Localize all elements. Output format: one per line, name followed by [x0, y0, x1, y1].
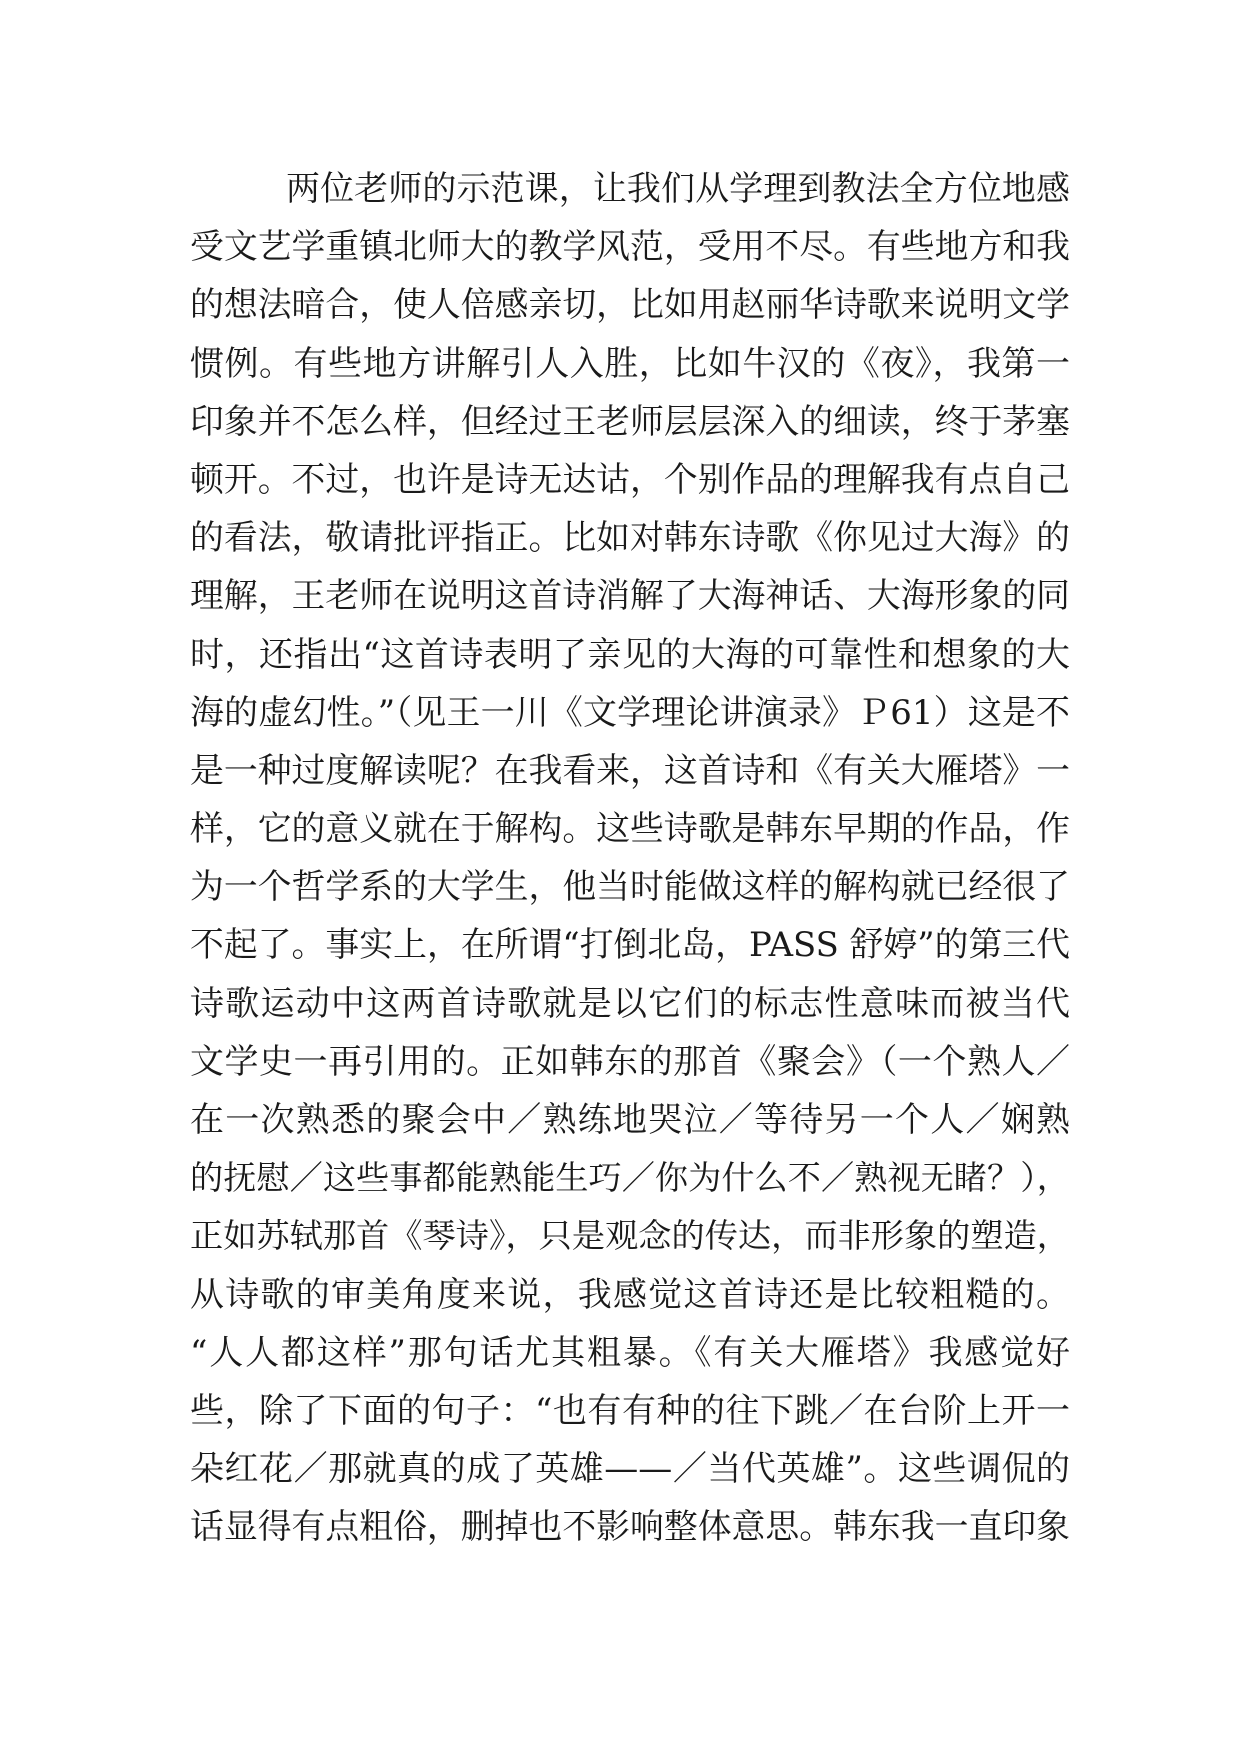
- text-line: 是一种过度解读呢？在我看来，这首诗和《有关大雁塔》一: [190, 750, 1070, 790]
- text-line: 受文艺学重镇北师大的教学风范，受用不尽。有些地方和我: [190, 227, 1070, 267]
- text-line: 为一个哲学系的大学生，他当时能做这样的解构就已经很了: [190, 867, 1070, 907]
- text-line: 顿开。不过，也许是诗无达诂，个别作品的理解我有点自己: [190, 459, 1070, 499]
- body-paragraph: [190, 160, 1070, 1557]
- text-line: 印象并不怎么样，但经过王老师层层深入的细读，终于茅塞: [190, 401, 1070, 441]
- text-line: 正如苏轼那首《琴诗》，只是观念的传达，而非形象的塑造，: [190, 1216, 1070, 1256]
- text-line: 的看法，敬请批评指正。比如对韩东诗歌《你见过大海》的: [190, 518, 1070, 558]
- text-line: 诗歌运动中这两首诗歌就是以它们的标志性意味而被当代: [190, 983, 1070, 1024]
- text-line: 的想法暗合，使人倍感亲切，比如用赵丽华诗歌来说明文学: [190, 285, 1070, 325]
- text-line: 文学史一再引用的。正如韩东的那首《聚会》（一个熟人／: [190, 1041, 1070, 1082]
- text-line: 时，还指出“这首诗表明了亲见的大海的可靠性和想象的大: [190, 634, 1070, 675]
- text-line: 样，它的意义就在于解构。这些诗歌是韩东早期的作品，作: [190, 809, 1070, 849]
- text-line: 惯例。有些地方讲解引人入胜，比如牛汉的《夜》，我第一: [190, 343, 1070, 384]
- text-line: 些，除了下面的句子：“也有有种的往下跳／在台阶上开一: [190, 1390, 1070, 1431]
- text-line: 话显得有点粗俗，删掉也不影响整体意思。韩东我一直印象: [190, 1507, 1070, 1547]
- text-line: 从诗歌的审美角度来说，我感觉这首诗还是比较粗糙的。: [190, 1274, 1070, 1315]
- text-line: “人人都这样”那句话尤其粗暴。《有关大雁塔》我感觉好: [190, 1332, 1070, 1373]
- text-line: 理解，王老师在说明这首诗消解了大海神话、大海形象的同: [190, 576, 1070, 616]
- text-line: 在一次熟悉的聚会中／熟练地哭泣／等待另一个人／娴熟: [190, 1100, 1070, 1140]
- text-line: 的抚慰／这些事都能熟能生巧／你为什么不／熟视无睹？），: [190, 1158, 1070, 1198]
- text-line: 不起了。事实上，在所谓“打倒北岛，PASS 舒婷”的第三代: [190, 925, 1070, 965]
- text-line: 海的虚幻性。”（见王一川《文学理论讲演录》Ｐ61）这是不: [190, 692, 1070, 733]
- text-line: 朵红花／那就真的成了英雄——／当代英雄”。这些调侃的: [190, 1449, 1070, 1490]
- text-line: 两位老师的示范课，让我们从学理到教法全方位地感: [286, 169, 1070, 209]
